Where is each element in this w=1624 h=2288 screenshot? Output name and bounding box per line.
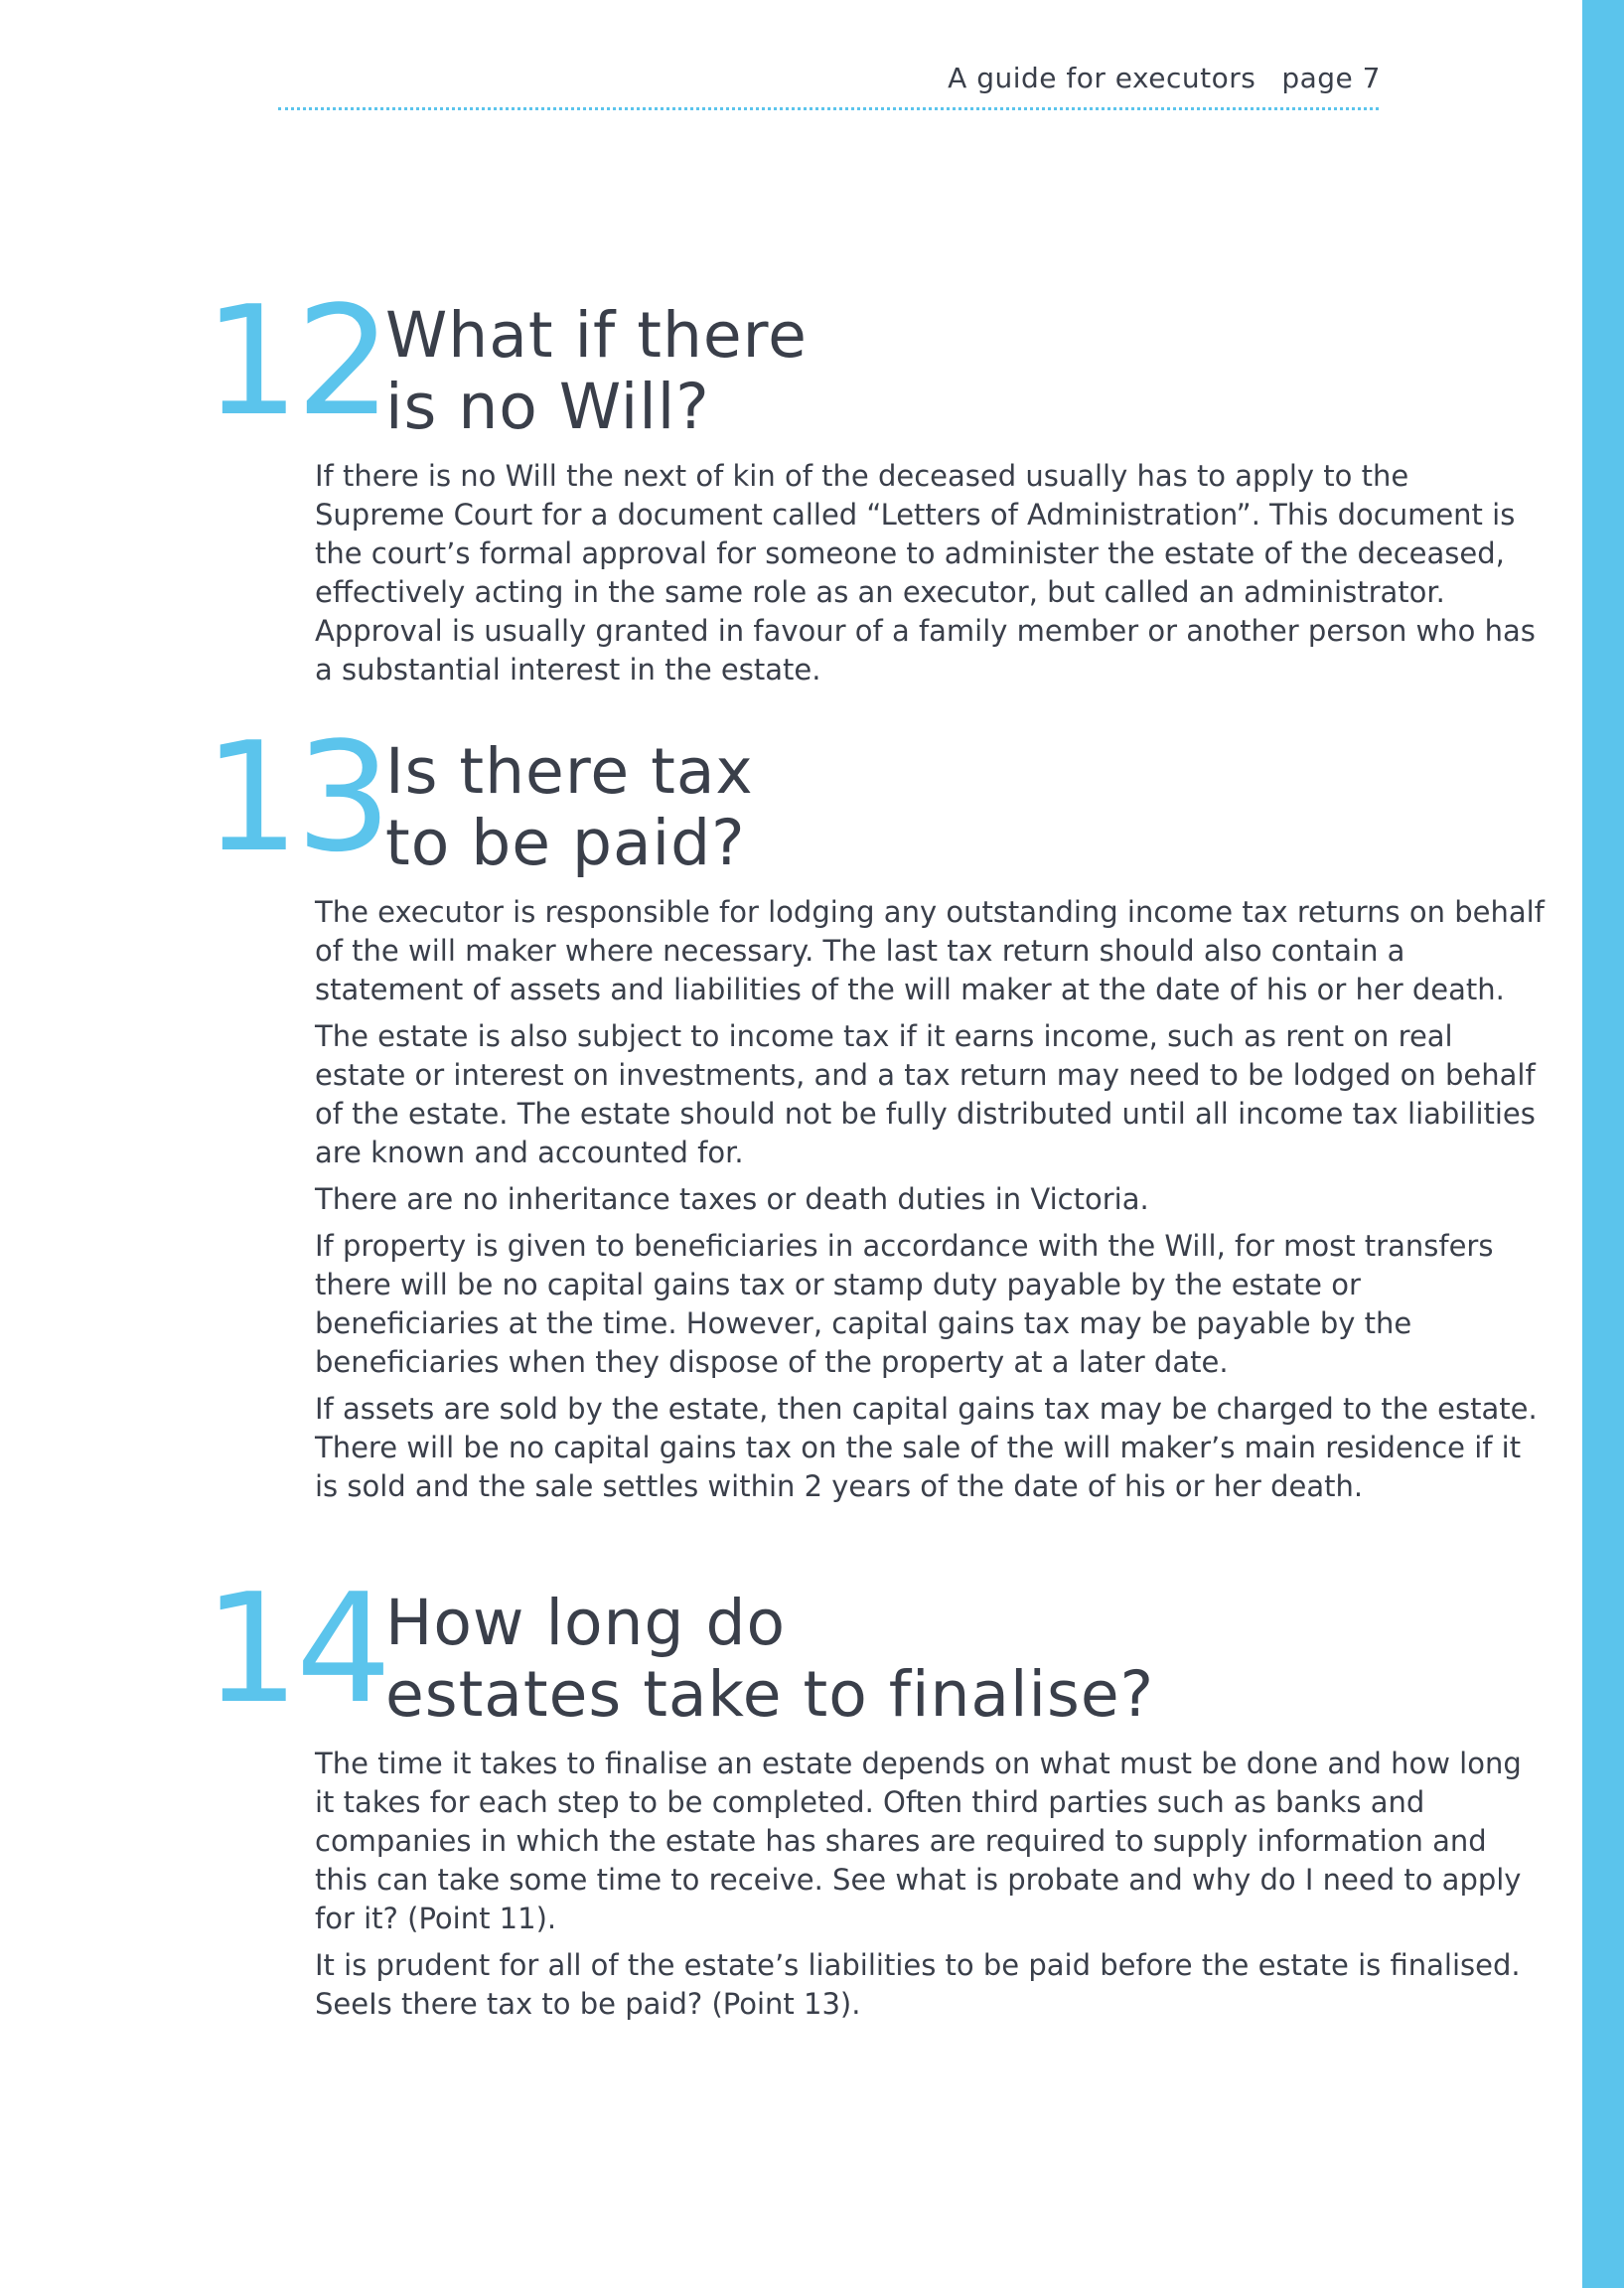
section-heading [385,300,808,443]
section-body [315,457,1547,697]
guide-title: A guide for executors [948,62,1256,94]
paragraph: The time it takes to finalise an estate depends on what must be done and how long it takes for each step to be completed. Often third parties such as banks and companies in which the estate has shares are required to supply information and this can take some time to receive. See what is probate and why do I need to apply for it? (Point 11). [315,1747,1522,1935]
paragraph: The estate is also subject to income tax if it earns income, such as rent on real estate or interest on investments, and a tax return may need to be lodged on behalf of the estate. The estate should not be fully distributed until all income tax liabilities are known and accounted for. [315,1019,1536,1169]
section-heading-line: is no Will? [385,371,710,443]
section-body [315,893,1547,1514]
section-heading-line: Is there tax [385,735,754,808]
section-13 [204,709,1554,1567]
page-number: page 7 [1281,62,1381,94]
section-14 [204,1561,1554,2051]
section-heading [385,1588,1154,1731]
paragraph: If property is given to beneficiaries in accordance with the Will, for most transfers there will be no capital gains tax or stamp duty payable by the estate or beneficiaries at the time. However, capital gains tax may be payable by the beneficiaries when they dispose of the property at a later date. [315,1229,1494,1379]
section-heading-line: to be paid? [385,807,746,879]
section-number: 12 [204,273,388,449]
side-accent-bar [1582,0,1624,2288]
section-heading-line: estates take to finalise? [385,1658,1155,1731]
section-number: 13 [204,709,388,885]
running-header [278,62,1381,94]
paragraph: If there is no Will the next of kin of the deceased usually has to apply to the Supreme Court for a document called “Letters of Administration”. This document is the court’s formal approval for someone to administer the estate of the deceased, effectively acting in the same role as an executor, but called an administrator. Approval is usually granted in favour of a family member or another person who has a substantial interest in the estate. [315,459,1536,686]
section-heading-line: How long do [385,1587,786,1659]
paragraph: If assets are sold by the estate, then capital gains tax may be charged to the estate. There will be no capital gains tax on the sale of the will maker’s main residence if it is sold and the sale settles within 2 years of the date of his or her death. [315,1392,1538,1503]
paragraph: It is prudent for all of the estate’s liabilities to be paid before the estate is finalised. SeeIs there tax to be paid? (Point 13). [315,1948,1521,2021]
section-heading [385,736,754,879]
section-body [315,1745,1547,2032]
paragraph: There are no inheritance taxes or death duties in Victoria. [315,1182,1149,1216]
section-heading-line: What if there [385,299,808,372]
section-12 [204,273,1554,703]
header-divider [278,107,1379,110]
section-number: 14 [204,1561,388,1737]
paragraph: The executor is responsible for lodging any outstanding income tax returns on behalf of the will maker where necessary. The last tax return should also contain a statement of assets and liabilities of the will maker at the date of his or her death. [315,895,1545,1006]
